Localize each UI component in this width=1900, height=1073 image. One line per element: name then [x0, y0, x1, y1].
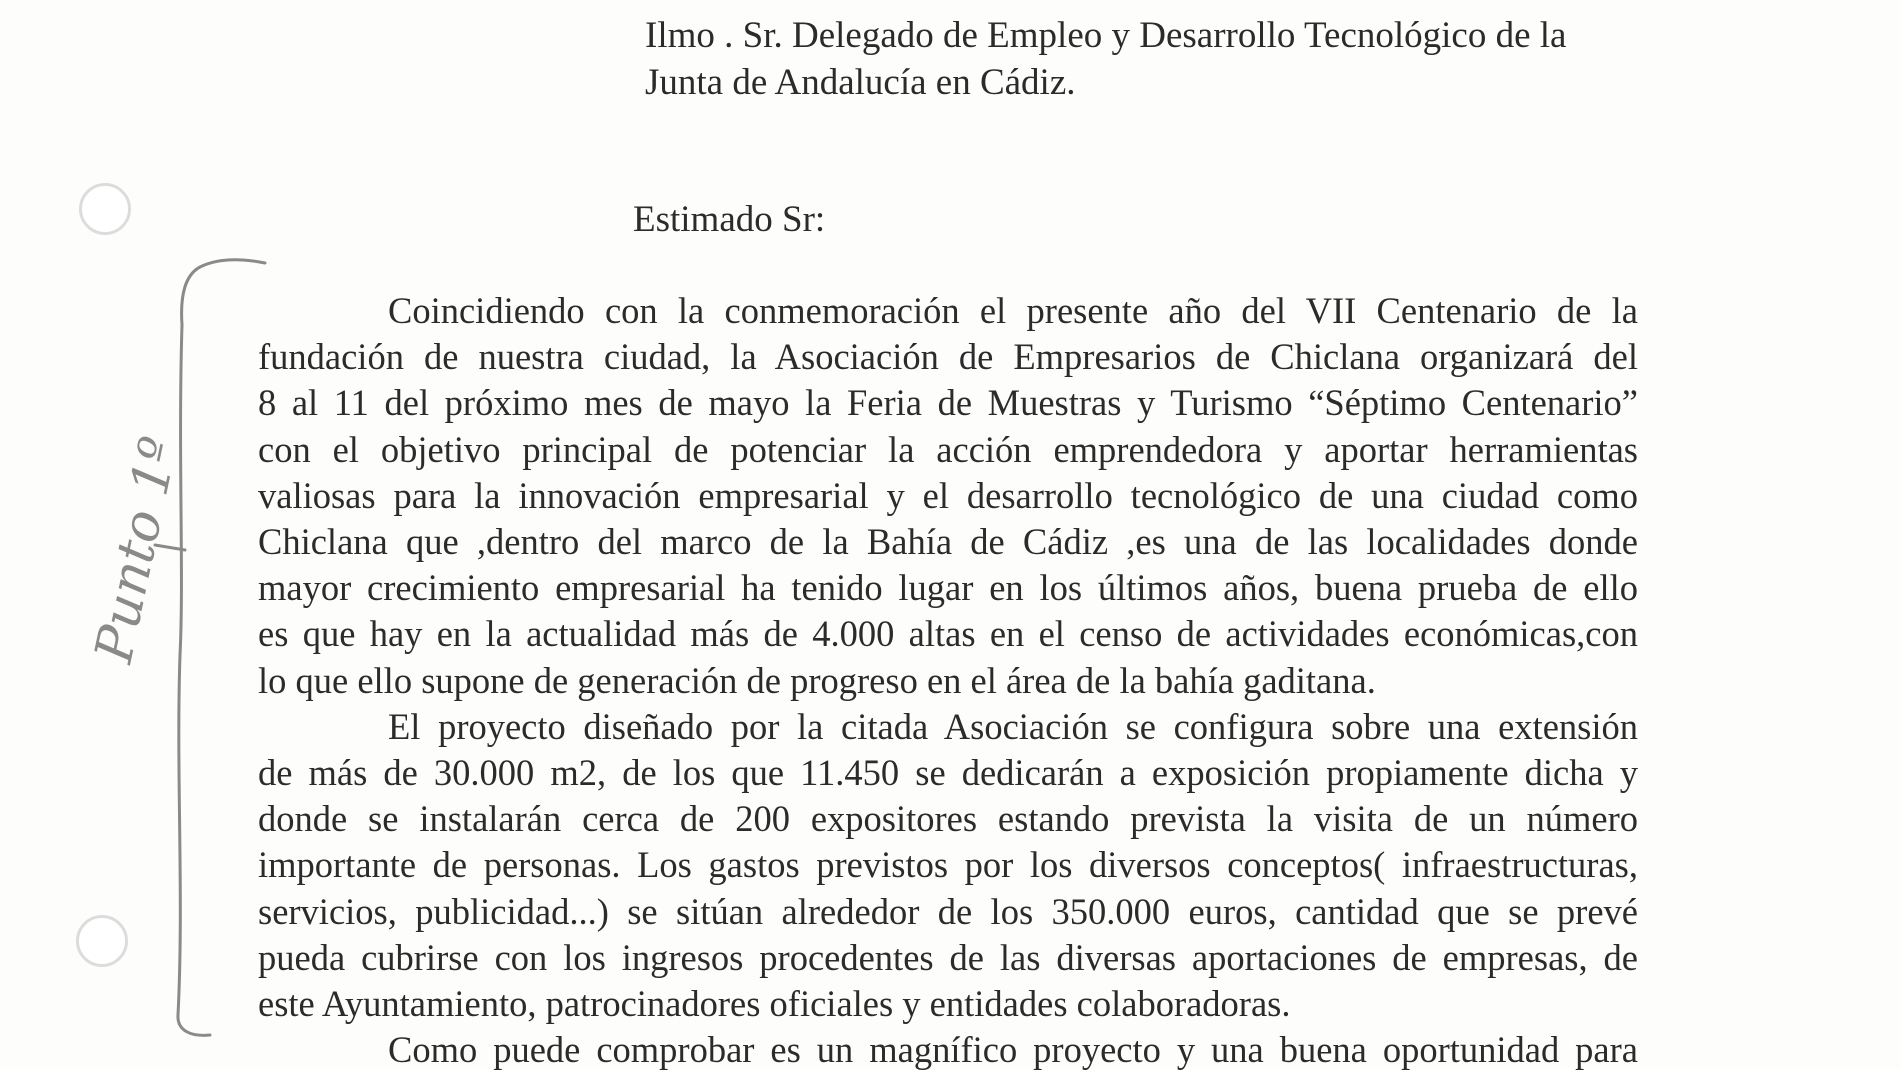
paragraph-line: mayor crecimiento empresarial ha tenido lugar en los últimos años, buena prueba de ello: [258, 567, 1638, 609]
paragraph-line: 8 al 11 del próximo mes de mayo la Feria de Muestras y Turismo “Séptimo Centenario”: [258, 382, 1638, 424]
paragraph-line: fundación de nuestra ciudad, la Asociación de Empresarios de Chiclana organizará del: [258, 336, 1638, 378]
paragraph-3: [258, 1027, 1638, 1073]
paragraph-line: donde se instalarán cerca de 200 expositores estando prevista la visita de un número: [258, 798, 1638, 840]
handwritten-note: Punto 1º: [84, 431, 191, 668]
letter-body: [258, 288, 1638, 1073]
paragraph-line: Coincidiendo con la conmemoración el presente año del VII Centenario de la: [388, 290, 1638, 331]
paragraph-line: importante de personas. Los gastos previstos por los diversos conceptos( infraestructuras,: [258, 844, 1638, 886]
punch-hole-top: [79, 183, 131, 235]
salutation: Estimado Sr:: [633, 199, 826, 240]
addressee-line-2: Junta de Andalucía en Cádiz.: [645, 62, 1076, 103]
paragraph-1: [258, 288, 1638, 704]
paragraph-line: Como puede comprobar es un magnífico proyecto y una buena oportunidad para: [388, 1029, 1638, 1071]
paragraph-line: valiosas para la innovación empresarial y el desarrollo tecnológico de una ciudad como: [258, 474, 1638, 516]
addressee-block: [645, 12, 1655, 106]
addressee-line-1: Ilmo . Sr. Delegado de Empleo y Desarrollo Tecnológico de la: [645, 15, 1567, 56]
handwritten-margin-mark: [60, 255, 280, 1055]
paragraph-2: [258, 704, 1638, 1027]
paragraph-line: pueda cubrirse con los ingresos procedentes de las diversas aportaciones de empresas, de: [258, 936, 1638, 978]
paragraph-line: lo que ello supone de generación de progreso en el área de la bahía gaditana.: [258, 659, 1376, 701]
paragraph-line: Chiclana que ,dentro del marco de la Bahía de Cádiz ,es una de las localidades donde: [258, 521, 1638, 563]
paragraph-line: con el objetivo principal de potenciar la acción emprendedora y aportar herramientas: [258, 428, 1638, 470]
paragraph-line: servicios, publicidad...) se sitúan alrededor de los 350.000 euros, cantidad que se prevé: [258, 890, 1638, 932]
paragraph-line: es que hay en la actualidad más de 4.000 altas en el censo de actividades económicas,con: [258, 613, 1638, 655]
paragraph-line: El proyecto diseñado por la citada Asociación se configura sobre una extensión: [388, 705, 1638, 747]
paragraph-line: este Ayuntamiento, patrocinadores oficiales y entidades colaboradoras.: [258, 983, 1291, 1025]
paragraph-line: de más de 30.000 m2, de los que 11.450 se dedicarán a exposición propiamente dicha y: [258, 752, 1638, 794]
